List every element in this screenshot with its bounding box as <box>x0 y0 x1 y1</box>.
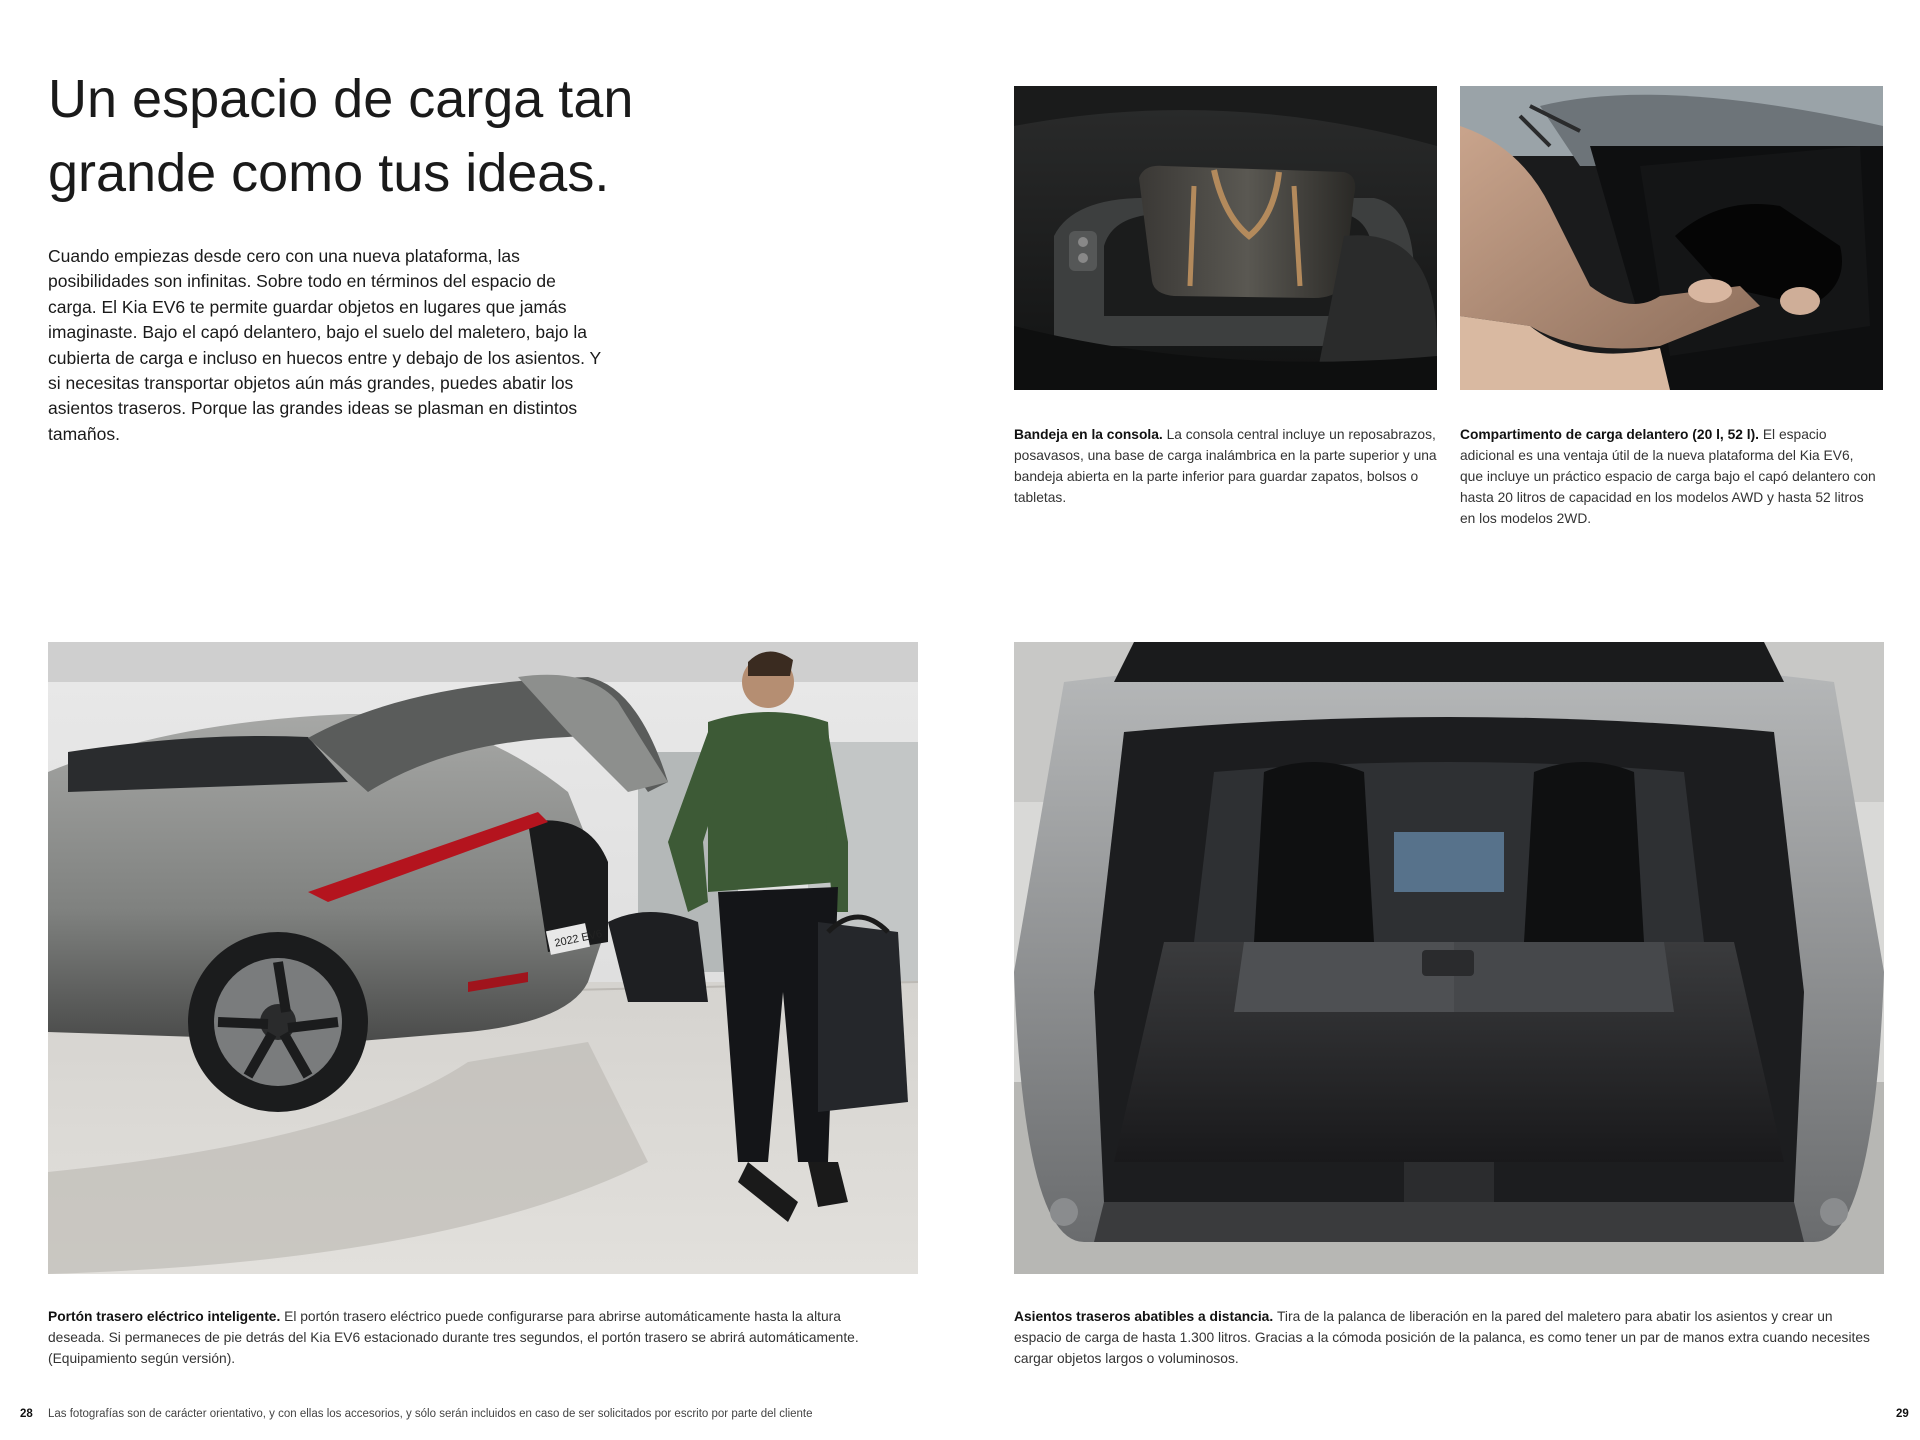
page-title <box>48 62 808 210</box>
page-number-left: 28 <box>20 1408 33 1420</box>
license-plate: 2022 EV6 <box>553 927 604 950</box>
caption-title: Bandeja en la consola. <box>1014 427 1167 442</box>
caption-front-trunk <box>1460 424 1880 529</box>
caption-text: El espacio adicional es una ventaja útil de la nueva plataforma del Kia EV6, que incluye un práctico espacio de carga bajo el capó delantero con hasta 20 litros de capacidad en los modelos AWD y hasta 52 litros en los modelos 2WD. <box>1460 427 1876 526</box>
photo-front-trunk <box>1460 86 1883 390</box>
photo-console-tray <box>1014 86 1437 390</box>
footer-disclaimer: Las fotografías son de carácter orientativo, y con ellas los accesorios, y sólo serán incluidos en caso de ser solicitados por escrito por parte del cliente <box>48 1408 813 1420</box>
page-number-right: 29 <box>1896 1408 1909 1420</box>
title-line-1: Un espacio de carga tan <box>48 69 634 129</box>
caption-title: Asientos traseros abatibles a distancia. <box>1014 1309 1278 1324</box>
caption-title: Compartimento de carga delantero (20 l, 52 l). <box>1460 427 1763 442</box>
title-line-2: grande como tus ideas. <box>48 143 610 203</box>
caption-text: La consola central incluye un reposabrazos, posavasos, una base de carga inalámbrica en la parte superior y una bandeja abierta en la parte inferior para guardar zapatos, bolsos o tabletas. <box>1014 427 1437 505</box>
caption-rear-seats <box>1014 1306 1874 1369</box>
photo-rear-cargo <box>1014 642 1884 1274</box>
caption-text: Tira de la palanca de liberación en la pared del maletero para abatir los asientos y crear un espacio de carga de hasta 1.300 litros. Gracias a la cómoda posición de la palanca, es como tener un par de manos extra cuando necesites cargar objetos largos o voluminosos. <box>1014 1309 1870 1366</box>
caption-console-tray <box>1014 424 1444 508</box>
caption-text: El portón trasero eléctrico puede configurarse para abrirse automáticamente hasta la altura deseada. Si permaneces de pie detrás del Kia EV6 estacionado durante tres segundos, el portón trasero se abrirá automáticamente. (Equipamiento según versión). <box>48 1309 859 1366</box>
caption-tailgate <box>48 1306 868 1369</box>
intro-paragraph: Cuando empiezas desde cero con una nueva plataforma, las posibilidades son infinitas. Sobre todo en términos del espacio de carga. El Kia EV6 te permite guardar objetos en lugares que jamás imaginaste. Bajo el capó delantero, bajo el suelo del maletero, bajo la cubierta de carga e incluso en huecos entre y debajo de los asientos. Y si necesitas transportar objetos aún más grandes, puedes abatir los asientos traseros. Porque las grandes ideas se plasman en distintos tamaños. <box>48 246 601 444</box>
caption-title: Portón trasero eléctrico inteligente. <box>48 1309 285 1324</box>
photo-tailgate <box>48 642 918 1274</box>
